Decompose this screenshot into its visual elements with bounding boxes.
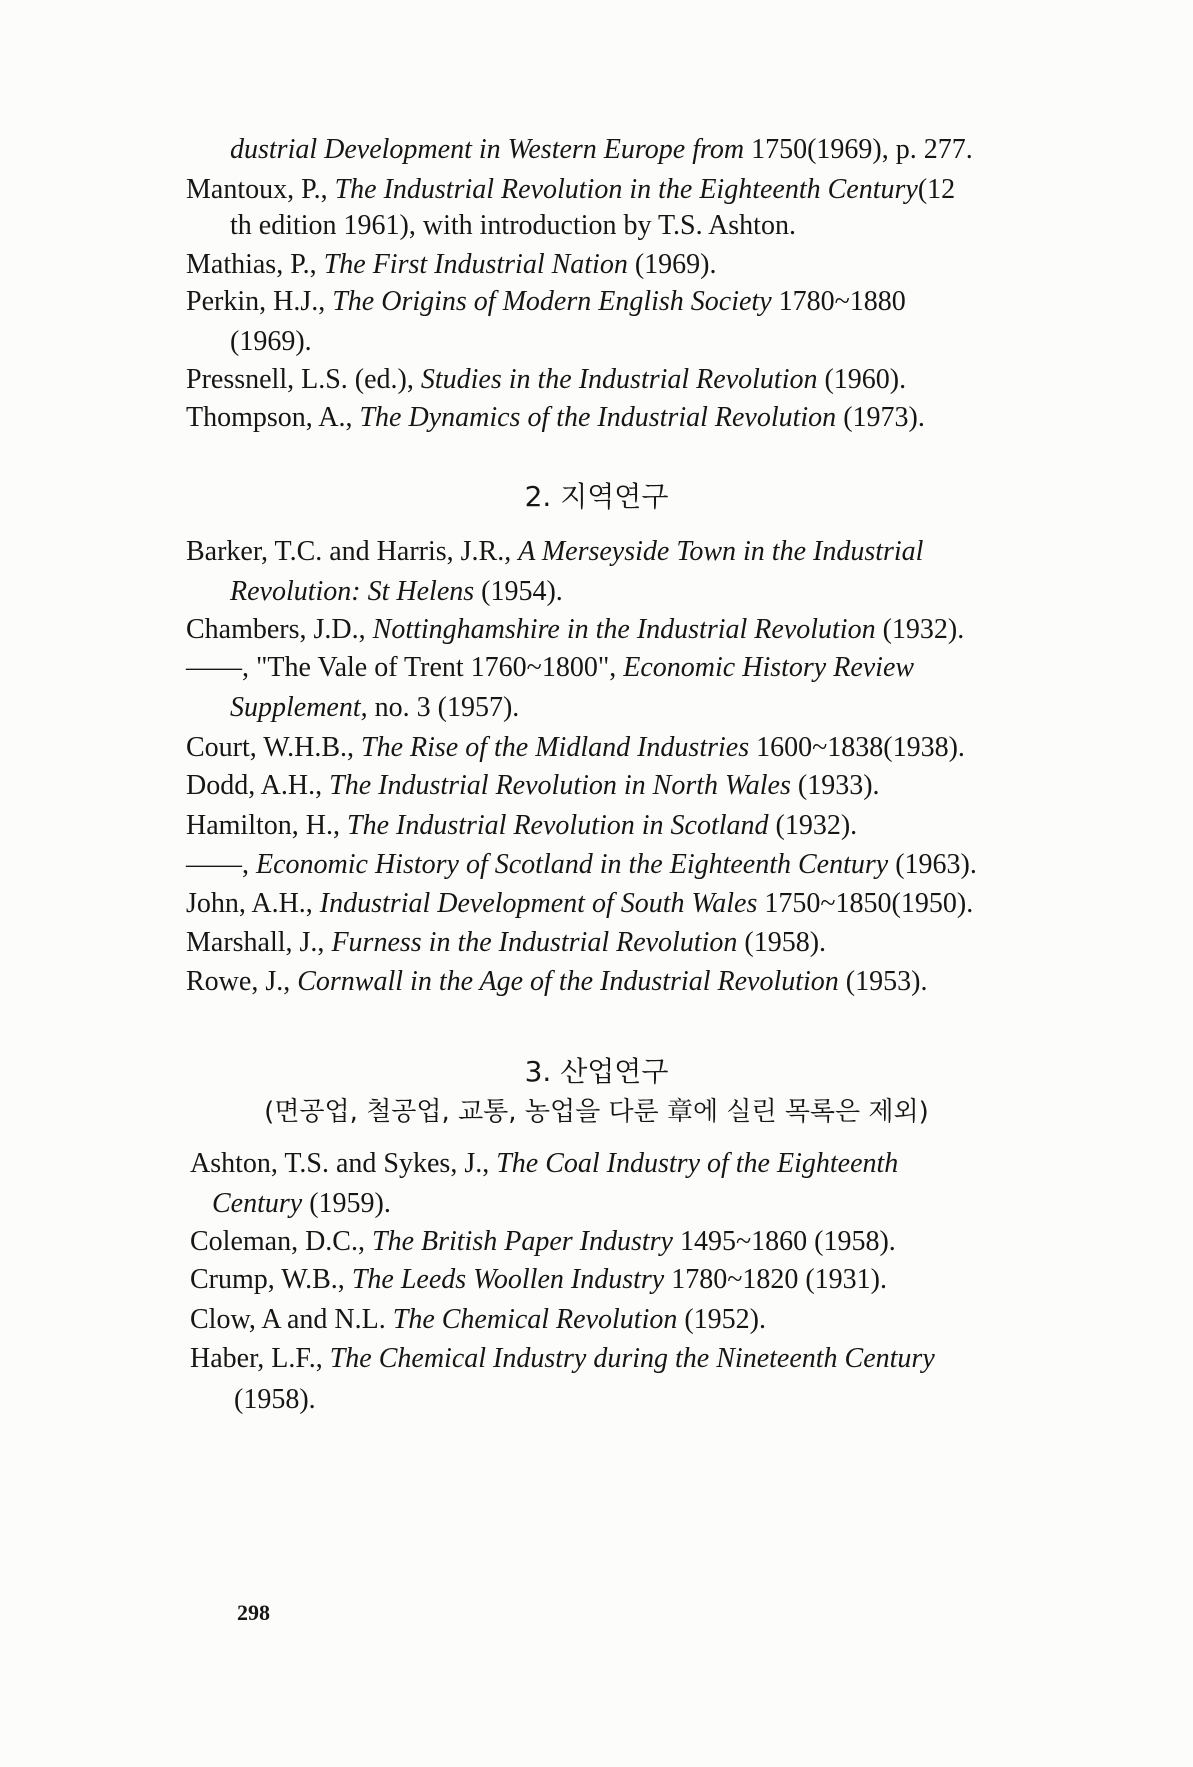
- bib-entry-continuation: Supplement, no. 3 (1957).: [230, 692, 520, 723]
- bib-entry: Hamilton, H., The Industrial Revolution in Scotland (1932).: [186, 810, 858, 841]
- bib-entry: Chambers, J.D., Nottinghamshire in the Industrial Revolution (1932).: [186, 614, 965, 645]
- bib-entry: ——, Economic History of Scotland in the Eighteenth Century (1963).: [186, 849, 977, 880]
- bib-entry: ——, "The Vale of Trent 1760~1800", Economic History Review: [186, 652, 915, 683]
- bib-entry-continuation: th edition 1961), with introduction by T.S. Ashton.: [230, 210, 796, 241]
- bib-entry: Barker, T.C. and Harris, J.R., A Merseyside Town in the Industrial: [186, 536, 924, 567]
- bib-entry-continuation: (1958).: [234, 1384, 316, 1415]
- bib-entry: Dodd, A.H., The Industrial Revolution in North Wales (1933).: [186, 770, 880, 801]
- bib-entry: Thompson, A., The Dynamics of the Industrial Revolution (1973).: [186, 402, 925, 433]
- bib-entry-continuation: (1969).: [230, 326, 312, 357]
- bib-entry: Perkin, H.J., The Origins of Modern English Society 1780~1880: [186, 286, 906, 317]
- bib-entry-continuation: dustrial Development in Western Europe from 1750(1969), p. 277.: [230, 134, 973, 165]
- bib-entry-continuation: Century (1959).: [212, 1188, 391, 1219]
- bib-entry: Court, W.H.B., The Rise of the Midland Industries 1600~1838(1938).: [186, 732, 965, 763]
- bib-entry-continuation: Revolution: St Helens (1954).: [230, 576, 563, 607]
- bib-entry: Mantoux, P., The Industrial Revolution in the Eighteenth Century(12: [186, 174, 956, 205]
- bib-entry: Ashton, T.S. and Sykes, J., The Coal Industry of the Eighteenth: [190, 1148, 899, 1179]
- bib-entry: Marshall, J., Furness in the Industrial Revolution (1958).: [186, 927, 827, 958]
- section-heading-regional: 2. 지역연구: [524, 480, 669, 513]
- bib-entry: Coleman, D.C., The British Paper Industry 1495~1860 (1958).: [190, 1226, 896, 1257]
- bib-entry: Haber, L.F., The Chemical Industry during the Nineteenth Century: [190, 1343, 935, 1374]
- page-number: 298: [237, 1600, 270, 1625]
- bib-entry: Pressnell, L.S. (ed.), Studies in the Industrial Revolution (1960).: [186, 364, 907, 395]
- section-heading-note: (면공업, 철공업, 교통, 농업을 다룬 章에 실린 목록은 제외): [264, 1097, 929, 1127]
- section-heading-industry: 3. 산업연구: [524, 1055, 669, 1088]
- bib-entry: John, A.H., Industrial Development of South Wales 1750~1850(1950).: [186, 888, 974, 919]
- bib-entry: Clow, A and N.L. The Chemical Revolution (1952).: [190, 1304, 767, 1335]
- bib-entry: Mathias, P., The First Industrial Nation (1969).: [186, 249, 717, 280]
- bib-entry: Crump, W.B., The Leeds Woollen Industry 1780~1820 (1931).: [190, 1264, 887, 1295]
- bib-entry: Rowe, J., Cornwall in the Age of the Industrial Revolution (1953).: [186, 966, 928, 997]
